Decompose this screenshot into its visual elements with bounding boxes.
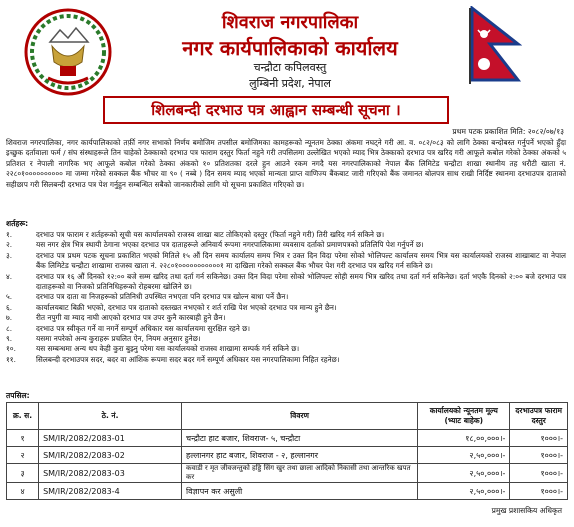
tender-table: [6, 402, 568, 500]
office-name: नगर कार्यपालिकाको कार्यालय: [182, 36, 398, 60]
condition-number: १०.: [6, 344, 16, 354]
header-serial: क्र. स.: [7, 403, 39, 430]
cell-min-price: २,५०,०००।-: [418, 464, 510, 483]
nepal-emblem-icon: [20, 6, 116, 98]
table-row: [7, 430, 568, 447]
cell-contract-no: SM/IR/2082/2083-02: [39, 447, 182, 464]
condition-text: सिलबन्दी दरभाउपत्र सदर, बदर वा आंशिक रूपमा सदर बदर गर्ने सम्पूर्ण अधिकार यस नगरपालिकामा निहित रहनेछ।: [36, 354, 340, 364]
header-contract-no: ठे. नं.: [39, 403, 182, 430]
condition-text: रीत नपुगी वा म्याद नाघी आएको दरभाउ पत्र उपर कुनै कारबाही हुने छैन।: [36, 313, 226, 323]
cell-serial: ४: [7, 483, 39, 500]
condition-item: [6, 303, 566, 313]
condition-item: [6, 292, 566, 302]
cell-description: चन्द्रौटा हाट बजार, शिवराज- ५, चन्द्रौटा: [182, 430, 418, 447]
notice-title: शिलबन्दी दरभाउ पत्र आह्वान सम्बन्धी सूचना ।: [103, 96, 449, 124]
condition-number: ९.: [6, 334, 13, 344]
condition-text: कार्यालयबाट बिक्री भएको, दरभाउ पत्र दाताको दस्तखत नभएको र शर्त राखि पेश भएको दरभाउ पत्र मान्य हुने छैन।: [36, 302, 337, 312]
condition-number: ५.: [6, 292, 13, 302]
table-row: [7, 464, 568, 483]
condition-item: [6, 230, 566, 240]
cell-min-price: २,५०,०००।-: [418, 483, 510, 500]
table-row: [7, 447, 568, 464]
conditions-heading: शर्तहरू:: [6, 219, 29, 228]
condition-item: [6, 272, 566, 293]
condition-number: ३.: [6, 250, 13, 260]
province-country: लुम्बिनी प्रदेश, नेपाल: [249, 77, 331, 90]
nepal-flag-icon: [468, 6, 522, 84]
cell-description: कवाडी र मृत जीवजन्तुको हड्डि सिंग खुर तथा छाला आदिको निकासी तथा आन्तरिक खपत कर: [182, 464, 418, 483]
condition-text: यस नगर क्षेत्र भित्र स्थायी ठेगाना भएका दरभाउ पत्र दाताहरूले अनिवार्य रूपमा नगरपालिकामा व्यवसाय दर्ताको प्रमाणपत्रको प्रतिलिपि पेश गर्नुपर्ने छ।: [36, 240, 424, 250]
cell-contract-no: SM/IR/2082/2083-03: [39, 464, 182, 483]
condition-text: यस सम्बन्धमा अन्य थप केही कुरा बुझ्नु परेमा यस कार्यालयको राजस्व शाखामा सम्पर्क गर्न सकिने छ।: [36, 344, 300, 354]
condition-number: ११.: [6, 354, 16, 364]
office-address: चन्द्रौटा कपिलवस्तु: [253, 61, 327, 74]
cell-form-fee: १०००।-: [510, 447, 568, 464]
condition-number: ६.: [6, 302, 13, 312]
condition-item: [6, 355, 566, 365]
cell-serial: १: [7, 430, 39, 447]
header-description: विवरण: [182, 403, 418, 430]
condition-text: दरभाउ पत्र प्रथम पटक सूचना प्रकाशित भएको मितिले १५ औं दिन समय कार्यालय समय भित्र र उक्त दिन विदा परेमा सोको भोलिपल्ट कार्यालय समय भित्र यस कार्यालयको राजस्व शाखाबाट वा नेपाल बैंक लिमिटेड चन्द्रौटा शाखामा राजस्व खाता नं. २२८०१०००००००००००१ मा दाखिला गरेको सक्कल बैंक भौचर पेश गरी दरभाउ पत्र खरिद गर्न सकिने छ।: [36, 250, 566, 271]
condition-item: [6, 313, 566, 323]
condition-number: २.: [6, 240, 13, 250]
cell-min-price: १८,००,०००।-: [418, 430, 510, 447]
publish-date: प्रथम पटक प्रकाशित मिति: २०८२/०७/१३: [452, 127, 564, 136]
condition-number: ४.: [6, 271, 13, 281]
condition-text: दरभाउ पत्र १६ औं दिनको १२:०० बजे सम्म खरिद तथा दर्ता गर्न सकिनेछ। उक्त दिन विदा परेमा सोको भोलिपल्ट सोही समय भित्र खरिद तथा दर्ता गर्न सकिनेछ। दर्ता भएकै दिनको २:०० बजे दरभाउ पत्र दाताहरूको वा निजको प्रतिनिधिहरूको रोहबरमा खोलिने छ।: [36, 271, 566, 292]
cell-description: हल्लानगर हाट बजार, शिवराज - २, हल्लानगर: [182, 447, 418, 464]
cell-form-fee: १०००।-: [510, 483, 568, 500]
conditions-list: [6, 230, 566, 365]
municipality-name: शिवराज नगरपालिका: [221, 12, 359, 33]
cell-form-fee: १०००।-: [510, 464, 568, 483]
signatory-title: प्रमुख प्रशासकिय अधिकृत: [491, 506, 562, 515]
header-form-fee: दरभाउपत्र फाराम दस्तुर: [510, 403, 568, 430]
cell-description: विज्ञापन कर असुली: [182, 483, 418, 500]
details-heading: तपसिल:: [6, 391, 30, 400]
condition-text: दरभाउ पत्र दाता वा निजहरूको प्रतिनिधी उपस्थित नभएता पनि दरभाउ पत्र खोल्न बाधा पर्ने छैन।: [36, 292, 289, 302]
cell-serial: २: [7, 447, 39, 464]
condition-item: [6, 344, 566, 354]
condition-number: १.: [6, 230, 13, 239]
condition-text: दरभाउ पत्र फाराम र शर्तहरूको सूची यस कार्यालयको राजस्व शाखा बाट तोकिएको दस्तुर (फिर्ता नहुने गरी) तिरी खरिद गर्न सकिने छ।: [36, 230, 385, 239]
condition-item: [6, 324, 566, 334]
table-header-row: [7, 403, 568, 430]
condition-number: ७.: [6, 313, 13, 323]
intro-paragraph: शिवराज नगरपालिका, नगर कार्यपालिकाको तर्फ़ी नगर सभाको निर्णय बमोजिम तपसील बमोजिमका कामहरूको न्यूनतम ठेक्का अंकमा नघट्ने गरी आ. व. ०८२/०८३ को लागि ठेक्का बन्दोबस्त गर्नुपर्ने भएको हुँदा इच्छुक दर्तावाला फर्म / संघ संस्थाहरूले तिन चाहेको ठेक्काको दरभाउ पत्र फाराम दस्तुर फिर्ता नहुने गरी तपसिलमा उल्लेखित भएको म्याद भित्र ठेक्काको दरभाउ पत्र खरिद गरी आफूले कबोल गरेको ठेक्का अंकको ५ प्रतिशत र नेपाली नागरिक भए आफूले कबोल गरेको ठेक्का अंकको १० प्रतिशतका दरले हुन आउने रकम नगदै यस नगरपालिकाको नेपाल बैंक लिमिटेड चन्द्रौटा शाखा स्थानीय तह धरौटी खाता नं. २२८०१०००००००००० मा जम्मा गरेको सक्कल बैंक भौचर वा ९० ( नब्बे ) दिन समय म्याद भएको मान्यता प्राप्त वाणिज्य बैंकबाट जारी गरिएको बैंक जमानत बोलपत्र साथ राखी निर्दिष्ट स्थानमा दरभाउपत्र दाताको सहीछाप गरी सिलबन्दी दरभाउ पत्र पेश गर्नुहुन सम्बन्धित सबैको जानकारीको लागि यो सूचना प्रकाशित गरिएको छ।: [6, 138, 566, 189]
cell-form-fee: १०००।-: [510, 430, 568, 447]
cell-contract-no: SM/IR/2082/2083-01: [39, 430, 182, 447]
cell-min-price: २,५०,०००।-: [418, 447, 510, 464]
table-row: [7, 483, 568, 500]
condition-item: [6, 251, 566, 272]
condition-text: यसमा नपरेको अन्य कुराहरू प्रचलित ऐन, नियम अनुसार हुनेछ।: [36, 334, 201, 344]
condition-item: [6, 240, 566, 250]
condition-item: [6, 334, 566, 344]
condition-number: ८.: [6, 323, 13, 333]
cell-serial: ३: [7, 464, 39, 483]
condition-text: दरभाउ पत्र स्वीकृत गर्ने वा नगर्ने सम्पूर्ण अधिकार यस कार्यालयमा सुरक्षित रहने छ।: [36, 323, 251, 333]
cell-contract-no: SM/IR/2082/2083-4: [39, 483, 182, 500]
header-min-price: कार्यालयको न्यूनतम मूल्य (भ्याट बाहेक): [418, 403, 510, 430]
